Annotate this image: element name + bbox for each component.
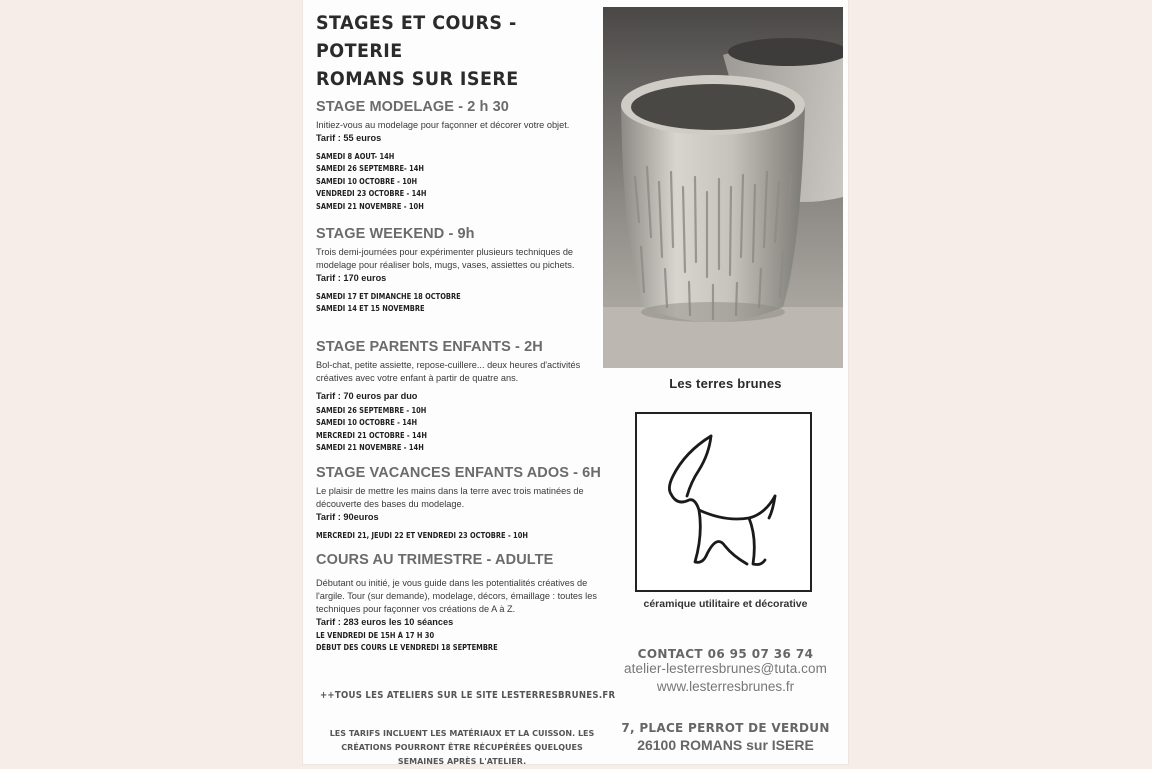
section-tarif: Tarif : 90euros <box>316 512 379 522</box>
contact-phone: CONTACT 06 95 07 36 74 <box>637 647 814 661</box>
brand-tagline: céramique utilitaire et décorative <box>643 598 808 610</box>
footer-note: LES TARIFS INCLUENT LES MATÉRIAUX ET LA CUISSON. LES CRÉATIONS POURRONT ÊTRE RÉCUPÉRÉES QUELQUES SEMAINES APRÈS L'ATELIER. <box>329 729 595 766</box>
section-stage-modelage <box>316 99 606 213</box>
title-line-1: STAGES ET COURS - POTERIE <box>316 12 517 62</box>
section-tarif: Tarif : 170 euros <box>316 273 387 283</box>
section-heading: COURS AU TRIMESTRE - ADULTE <box>316 552 554 568</box>
address-line-1: 7, PLACE PERROT DE VERDUN <box>621 721 830 735</box>
section-stage-parents-enfants <box>316 339 606 455</box>
contact-website[interactable]: www.lesterresbrunes.fr <box>656 679 795 694</box>
section-dates <box>316 151 606 213</box>
section-tarif: Tarif : 70 euros par duo <box>316 391 418 401</box>
section-heading: STAGE WEEKEND - 9h <box>316 226 475 242</box>
title-line-2: ROMANS SUR ISERE <box>316 68 519 90</box>
flyer <box>303 0 848 764</box>
section-description: Trois demi-journées pour expérimenter plusieurs techniques de modelage pour réaliser bols, mugs, vases, assiettes ou pichets. <box>316 247 575 270</box>
section-dates <box>316 530 606 542</box>
section-heading: STAGE VACANCES ENFANTS ADOS - 6H <box>316 465 601 481</box>
date-item: SAMEDI 26 SEPTEMBRE- 14H <box>316 164 425 174</box>
date-item: LE VENDREDI DE 15H À 17 H 30 <box>316 631 435 640</box>
date-item: SAMEDI 14 ET 15 NOVEMBRE <box>316 304 425 314</box>
section-dates <box>316 630 606 655</box>
footer-site-line: ++TOUS LES ATELIERS SUR LE SITE LESTERRESBRUNES.FR <box>320 690 616 701</box>
date-item: SAMEDI 10 OCTOBRE - 10H <box>316 176 418 186</box>
date-item: SAMEDI 17 ET DIMANCHE 18 OCTOBRE <box>316 292 461 301</box>
contact-email[interactable]: atelier-lesterresbrunes@tuta.com <box>624 661 827 676</box>
pottery-photo <box>603 7 843 368</box>
date-item: DÉBUT DES COURS LE VENDREDI 18 SEPTEMBRE <box>316 643 498 653</box>
section-dates <box>316 405 606 455</box>
date-item: SAMEDI 21 NOVEMBRE - 14H <box>316 443 424 453</box>
section-heading: STAGE PARENTS ENFANTS - 2H <box>316 339 543 355</box>
flyer-title <box>316 9 580 93</box>
pottery-cup-image <box>603 7 843 368</box>
date-item: SAMEDI 10 OCTOBRE - 14H <box>316 418 418 428</box>
address-line-2: 26100 ROMANS sur ISERE <box>637 737 814 753</box>
section-heading: STAGE MODELAGE - 2 h 30 <box>316 99 509 115</box>
brand-logo <box>635 412 812 592</box>
section-stage-vacances <box>316 465 606 542</box>
section-description: Bol-chat, petite assiette, repose-cuillere... deux heures d'activités créatives avec votre enfant à partir de quatre ans. <box>316 360 581 383</box>
section-tarif: Tarif : 55 euros <box>316 133 382 143</box>
date-item: VENDREDI 23 OCTOBRE - 14H <box>316 189 427 199</box>
flyer-right-column <box>603 0 848 764</box>
section-description: Débutant ou initié, je vous guide dans les potentialités créatives de l'argile. Tour (sur demande), modelage, décors, émaillage : toutes les techniques pour façonner vos créations de A à Z. <box>316 578 597 614</box>
section-stage-weekend <box>316 226 606 316</box>
section-tarif: Tarif : 283 euros les 10 séances <box>316 617 454 627</box>
section-description: Initiez-vous au modelage pour façonner et décorer votre objet. <box>316 120 570 130</box>
date-item: MERCREDI 21 OCTOBRE - 14H <box>316 430 427 440</box>
section-description: Le plaisir de mettre les mains dans la terre avec trois matinées de découverte des bases du modelage. <box>316 486 584 509</box>
ibex-icon <box>637 414 810 590</box>
brand-name: Les terres brunes <box>669 376 782 391</box>
date-item: SAMEDI 8 AOUT- 14H <box>316 152 395 161</box>
flyer-left-column <box>303 0 616 766</box>
section-dates <box>316 291 606 316</box>
date-item: MERCREDI 21, JEUDI 22 ET VENDREDI 23 OCTOBRE - 10H <box>316 531 528 540</box>
date-item: SAMEDI 26 SEPTEMBRE - 10H <box>316 406 427 415</box>
date-item: SAMEDI 21 NOVEMBRE - 10H <box>316 201 424 211</box>
section-cours-trimestre <box>316 552 606 655</box>
